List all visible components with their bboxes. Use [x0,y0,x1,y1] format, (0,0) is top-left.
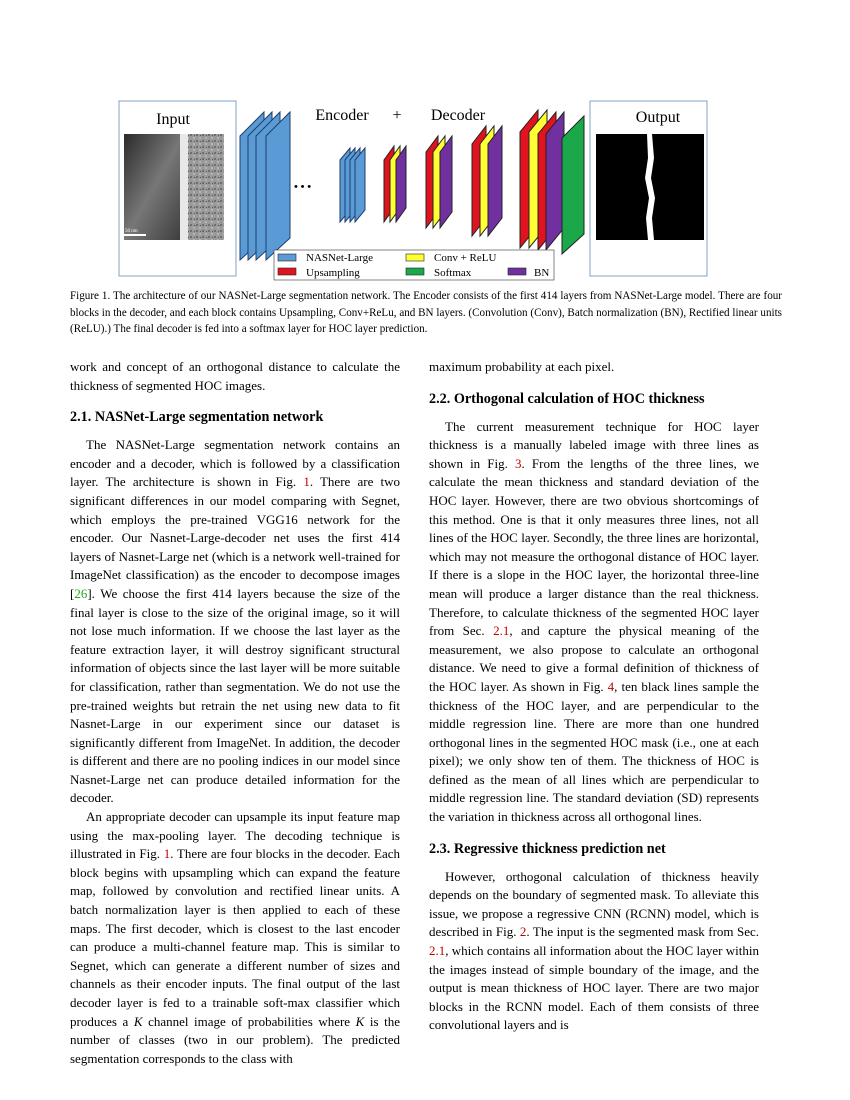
sec-ref-link[interactable]: 2.1 [493,623,510,639]
decoder-block-2 [426,136,452,228]
encoder-label: Encoder [315,107,369,124]
legend-upsampling: Upsampling [306,267,360,279]
legend-nasnet: NASNet-Large [306,252,373,264]
fig-ref-link[interactable]: 4 [607,678,615,694]
right-column [429,358,759,1035]
legend-softmax: Softmax [434,267,472,279]
ellipsis: • • • [294,181,312,193]
architecture-figure [118,98,708,284]
paragraph: However, orthogonal calculation of thickness heavily depends on the boundary of segmented mask. To alleviate this issue, we propose a regressive CNN (RCNN) model, which is described in Fig. 2. The input is the segmented mask from Sec. 2.1, which contains all information about the HOC layer within the images instead of simple boundary of the image, and the output is mean thickness of HOC layer. There are two major blocks in the RCNN model. Each of them consists of three convolutional layers and is [429,868,759,1033]
paragraph: An appropriate decoder can upsample its input feature map using the max-pooling layer. The decoding technique is illustrated in Fig. 1. There are four blocks in the decoder. Each block begins with upsampling which can expand the feature map, followed by convolution and rectified linear units. A batch normalization layer is then applied to each of these maps. The first decoder, which is closest to the last encoder can produce a multi-channel feature map. This is similar to Segnet, which can generate a different number of sizes and channels as their encoder inputs. The final output of the last decoder layer is fed to a trainable soft-max classifier which produces a K channel image of probabilities where K is the number of classes (two in our problem). The predicted segmentation corresponds to the class with [70,809,400,1066]
paragraph: maximum probability at each pixel. [429,359,615,374]
figure-caption: Figure 1. The architecture of our NASNet-Large segmentation network. The Encoder consists of the first 414 layers from NASNet-Large model. There are four blocks in the decoder, and each block contains Upsampling, Conv+ReLu, and BN layers. (Convolution (Conv), Batch normalization (BN), Rectified linear units (ReLU).) The final decoder is fed into a softmax layer for HOC layer prediction. [70,290,782,336]
plus-label: + [392,107,402,124]
paragraph: The NASNet-Large segmentation network contains an encoder and a decoder, which is followed by a classification layer. The architecture is shown in Fig. 1. There are two significant differences in our model comparing with Segnet, which employs the pre-trained VGG16 network for the encoder. Our Nasnet-Large-decoder net uses the first 414 layers of Nasnet-Large net (which is a network well-trained for ImageNet classification) as the encoder to decompose images [26]. We choose the first 414 layers because the size of the final layer is close to the size of the original image, so it will not lose much information. If we choose the last layer as the feature extraction layer, it will destroy significant structural information of objects since the last layer will be more suitable for classification, rather than segmentation. We do not use the pre-trained weights but retrain the net using new data to fit Nasnet-Large in our experiment since our dataset is significantly different from ImageNet. In addition, the decoder is different and there are no pooling indices in our model since Nasnet-Large net can produce detailed information for the decoder. [70,437,400,806]
legend-conv: Conv + ReLU [434,252,497,264]
encoder-block-small [340,148,365,222]
paragraph: work and concept of an orthogonal distance to calculate the thickness of segmented HOC images. [70,359,400,393]
decoder-block-3 [472,126,502,236]
citation-link[interactable]: 26 [74,585,88,601]
section-heading-2-3: 2.3. Regressive thickness prediction net [429,840,666,857]
sec-ref-link[interactable]: 2.1 [429,943,446,959]
decoder-block-4 [520,110,584,254]
fig-ref-link[interactable]: 1 [163,846,171,862]
encoder-block-large [240,112,290,260]
fig-ref-link[interactable]: 3 [515,455,522,471]
output-label: Output [635,109,681,126]
section-heading-2-2: 2.2. Orthogonal calculation of HOC thickness [429,390,705,407]
left-column [70,358,400,1068]
fig-ref-link[interactable]: 2 [519,924,527,940]
input-tem-image [124,134,224,240]
scale-bar-label: 50 nm [125,229,138,234]
fig-ref-link[interactable]: 1 [303,474,310,490]
input-label: Input [156,111,190,128]
legend [274,250,554,280]
legend-bn: BN [534,267,550,279]
output-mask-image [596,134,704,240]
decoder-label: Decoder [430,107,486,124]
decoder-block-1 [384,146,406,222]
section-heading-2-1: 2.1. NASNet-Large segmentation network [70,409,324,426]
paragraph: The current measurement technique for HOC layer thickness is a manually labeled image with three lines as shown in Fig. 3. From the lengths of the three lines, we calculate the mean thickness and standard deviation of the HOC layer. However, there are two obvious shortcomings of this method. One is that it only measures three lines, not all lines of the HOC layer. Secondly, the three lines are horizontal, which may not measure the orthogonal distance of HOC layer. If there is a slope in the HOC layer, the horizontal three-line mean will produce a larger distance than the real thickness. Therefore, to calculate thickness of the segmented HOC layer from Sec. 2.1, and capture the physical meaning of the measurement, we also propose to calculate an orthogonal distance. We need to give a formal definition of thickness of the HOC layer. As shown in Fig. 4, ten black lines sample the thickness of the HOC layer, and are perpendicular to the middle regression line. There are more than one hundred orthogonal lines in the segmented HOC mask (i.e., one at each pixel); we only show ten of them. The thickness of HOC is defined as the mean of all lines which are perpendicular to middle regression line. The standard deviation (SD) represents the variation in thickness across all orthogonal lines. [429,418,760,825]
